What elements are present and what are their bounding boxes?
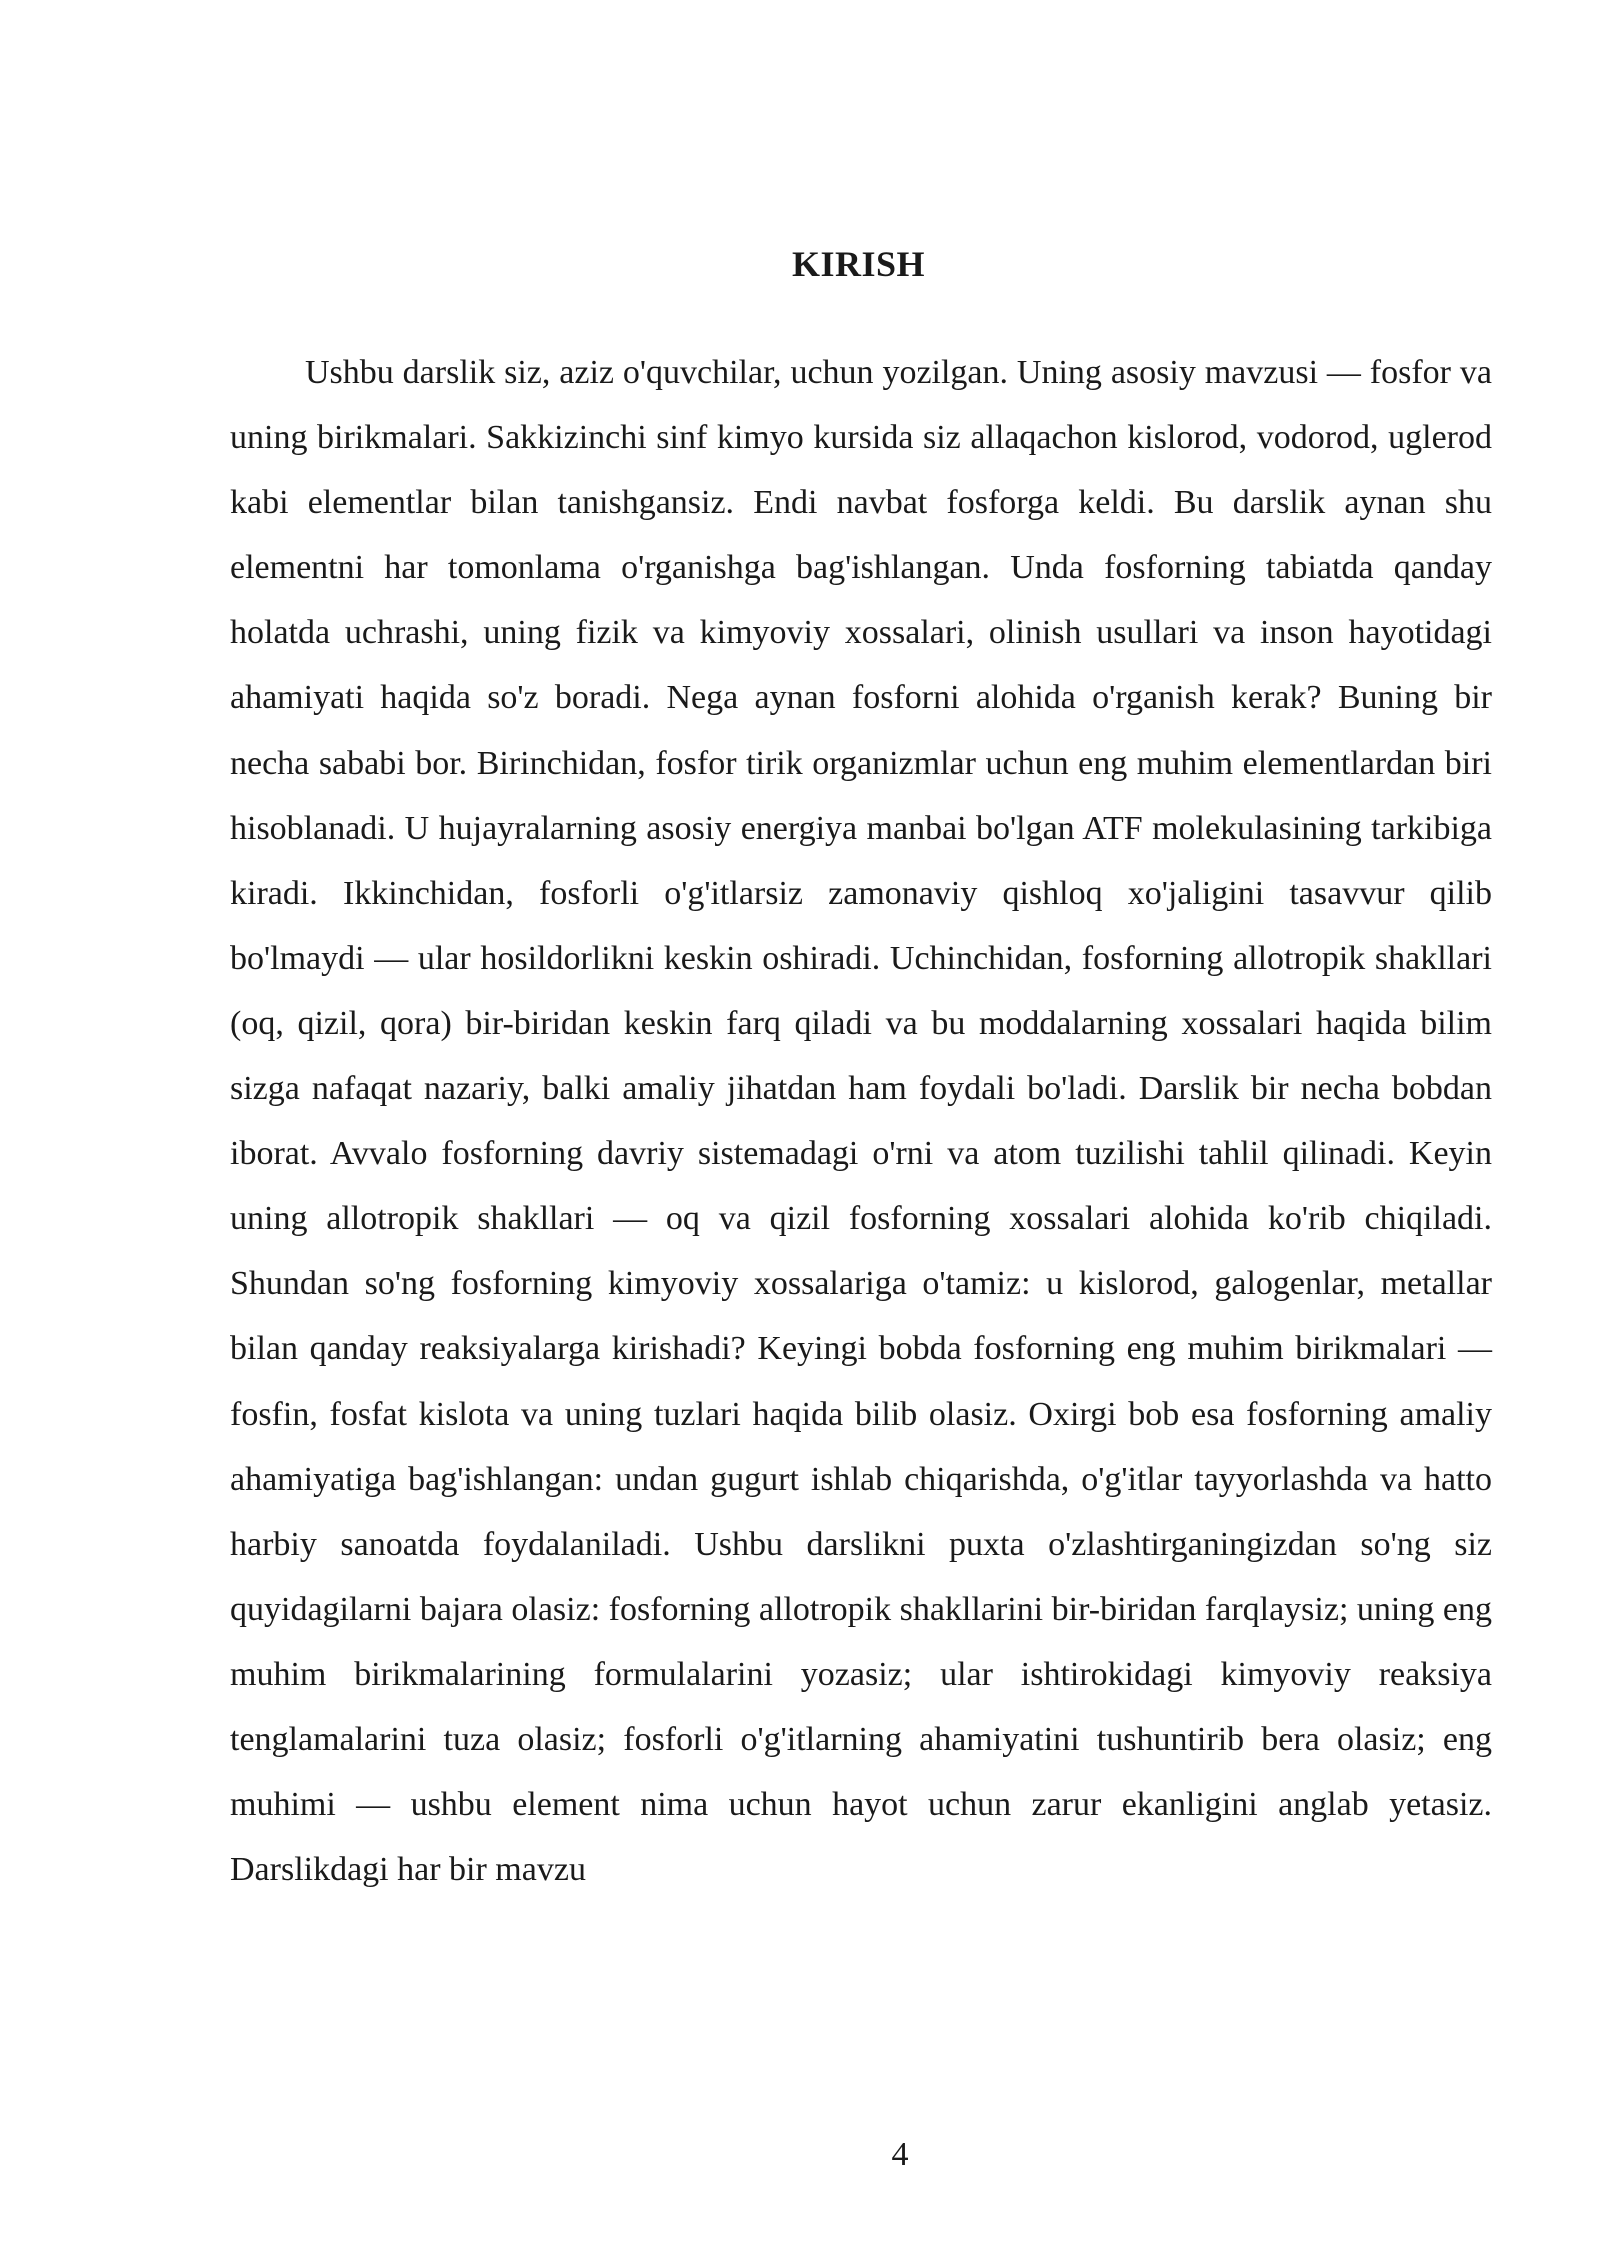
body-paragraph: Ushbu darslik siz, aziz o'quvchilar, uchun yozilgan. Uning asosiy mavzusi — fosfor va uning birikmalari. Sakkizinchi sinf kimyo kursida siz allaqachon kislorod, vodorod, uglerod kabi elementlar bilan tanishgansiz. Endi navbat fosforga keldi. Bu darslik aynan shu elementni har tomonlama o'rganishga bag'ishlangan. Unda fosforning tabiatda qanday holatda uchrashi, uning fizik va kimyoviy xossalari, olinish usullari va inson hayotidagi ahamiyati haqida so'z boradi. Nega aynan fosforni alohida o'rganish kerak? Buning bir necha sababi bor. Birinchidan, fosfor tirik organizmlar uchun eng muhim elementlardan biri hisoblanadi. U hujayralarning asosiy energiya manbai bo'lgan ATF molekulasining tarkibiga kiradi. Ikkinchidan, fosforli o'g'itlarsiz zamonaviy qishloq xo'jaligini tasavvur qilib bo'lmaydi — ular hosildorlikni keskin oshiradi. Uchinchidan, fosforning allotropik shakllari (oq, qizil, qora) bir-biridan keskin farq qiladi va bu moddalarning xossalari haqida bilim sizga nafaqat nazariy, balki amaliy jihatdan ham foydali bo'ladi. Darslik bir necha bobdan iborat. Avvalo fosforning davriy sistemadagi o'rni va atom tuzilishi tahlil qilinadi. Keyin uning allotropik shakllari — oq va qizil fosforning xossalari alohida ko'rib chiqiladi. Shundan so'ng fosforning kimyoviy xossalariga o'tamiz: u kislorod, galogenlar, metallar bilan qanday reaksiyalarga kirishadi? Keyingi bobda fosforning eng muhim birikmalari — fosfin, fosfat kislota va uning tuzlari haqida bilib olasiz. Oxirgi bob esa fosforning amaliy ahamiyatiga bag'ishlangan: undan gugurt ishlab chiqarishda, o'g'itlar tayyorlashda va hatto harbiy sanoatda foydalaniladi. Ushbu darslikni puxta o'zlashtirganingizdan so'ng siz quyidagilarni bajara olasiz: fosforning allotropik shakllarini bir-biridan farqlaysiz; uning eng muhim birikmalarining formulalarini yozasiz; ular ishtirokidagi kimyoviy reaksiya tenglamalarini tuza olasiz; fosforli o'g'itlarning ahamiyatini tushuntirib bera olasiz; eng muhimi — ushbu element nima uchun hayot uchun zarur ekanligini anglab yetasiz. Darslikdagi har bir mavzu [230,354,1492,1889]
section-title: KIRISH [791,244,926,285]
page-number: 4 [891,2136,909,2173]
